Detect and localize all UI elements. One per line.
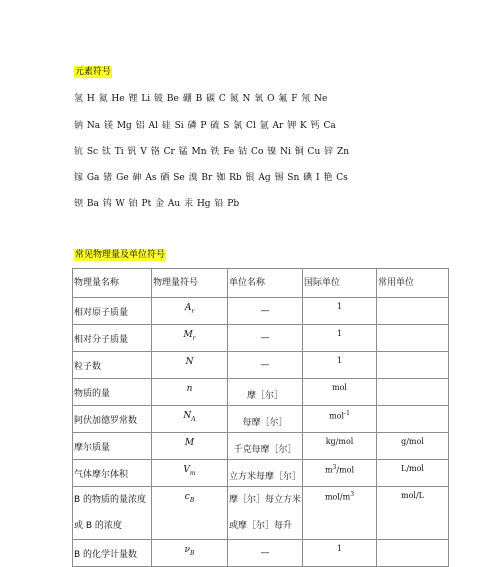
table-row	[73, 352, 449, 379]
table-row	[73, 298, 449, 325]
quantities-title: 常见物理量及单位符号	[75, 250, 166, 260]
element-line-5: 钡 Ba 钨 W 铂 Pt 金 Au 汞 Hg 铅 Pb	[74, 199, 240, 209]
table-header-row	[73, 269, 449, 298]
row-unit-name: —	[228, 298, 303, 325]
element-line-4: 镓 Ga 锗 Ge 砷 As 硒 Se 溴 Br 铷 Rb 银 Ag 锡 Sn 碘 I 艳 Cs	[74, 173, 348, 183]
row-symbol: M	[152, 433, 228, 460]
row-symbol: $\nu_B$	[152, 540, 228, 567]
table-row	[73, 433, 449, 460]
row-name: 气体摩尔体积	[73, 460, 152, 487]
row-symbol: N	[152, 352, 228, 379]
row-unit-name: 摩［尔］每立方米 或摩［尔］每升	[228, 487, 303, 540]
row-common-unit: g/mol	[377, 433, 449, 460]
row-si-unit: 1	[303, 352, 377, 379]
row-symbol: $A_r$	[152, 298, 228, 325]
header-unit-name: 单位名称	[228, 269, 303, 298]
row-si-unit: 1	[303, 540, 377, 567]
table-row	[73, 540, 449, 567]
row-name: 物质的量	[73, 379, 152, 406]
table-row	[73, 487, 449, 540]
element-line-2: 钠 Na 镁 Mg 铝 Al 硅 Si 磷 P 硫 S 氯 Cl 氩 Ar 钾 K 钙 Ca	[74, 121, 336, 131]
row-symbol: $M_r$	[152, 325, 228, 352]
row-si-unit: $m^3$/mol	[303, 460, 377, 487]
header-si-unit: 国际单位	[303, 269, 377, 298]
row-symbol: $V_m$	[152, 460, 228, 487]
row-unit-name: 立方米每摩［尔］	[228, 460, 303, 487]
row-symbol: $c_B$	[152, 487, 228, 540]
row-name: B 的物质的量浓度 或 B 的浓度	[73, 487, 152, 540]
row-common-unit	[377, 352, 449, 379]
row-name: 相对原子质量	[73, 298, 152, 325]
header-symbol: 物理量符号	[152, 269, 228, 298]
row-name: B 的化学计量数	[73, 540, 152, 567]
row-unit-name: 每摩［尔］	[228, 406, 303, 433]
row-unit-name: —	[228, 325, 303, 352]
header-name: 物理量名称	[73, 269, 152, 298]
table-row	[73, 460, 449, 487]
table-row	[73, 379, 449, 406]
row-si-unit: kg/mol	[303, 433, 377, 460]
row-si-unit: 1	[303, 298, 377, 325]
element-line-1: 氢 H 氦 He 锂 Li 铍 Be 硼 B 碳 C 氮 N 氧 O 氟 F 氖 Ne	[74, 94, 328, 104]
row-name: 摩尔质量	[73, 433, 152, 460]
row-si-unit: 1	[303, 325, 377, 352]
header-common-unit: 常用单位	[377, 269, 449, 298]
row-common-unit: mol/L	[377, 487, 449, 540]
row-unit-name: —	[228, 352, 303, 379]
row-common-unit	[377, 406, 449, 433]
row-si-unit: mol	[303, 379, 377, 406]
row-unit-name: —	[228, 540, 303, 567]
row-si-unit: mol/$m^3$	[303, 487, 377, 540]
row-common-unit: L/mol	[377, 460, 449, 487]
row-symbol: n	[152, 379, 228, 406]
row-name: 粒子数	[73, 352, 152, 379]
row-name: 相对分子质量	[73, 325, 152, 352]
element-symbols-title: 元素符号	[75, 67, 112, 77]
row-unit-name: 千克每摩［尔］	[228, 433, 303, 460]
row-common-unit	[377, 325, 449, 352]
row-name: 阿伏加德罗常数	[73, 406, 152, 433]
element-line-3: 钪 Sc 钛 Ti 钒 V 铬 Cr 锰 Mn 铁 Fe 钴 Co 镍 Ni 铜 Cu 锌 Zn	[74, 147, 350, 157]
row-common-unit	[377, 298, 449, 325]
row-unit-name: 摩［尔］	[228, 379, 303, 406]
row-si-unit: mol$^{-1}$	[303, 406, 377, 433]
table-row	[73, 325, 449, 352]
row-symbol: $N_A$	[152, 406, 228, 433]
row-common-unit	[377, 540, 449, 567]
table-row	[73, 406, 449, 433]
row-common-unit	[377, 379, 449, 406]
quantities-table	[72, 268, 449, 567]
